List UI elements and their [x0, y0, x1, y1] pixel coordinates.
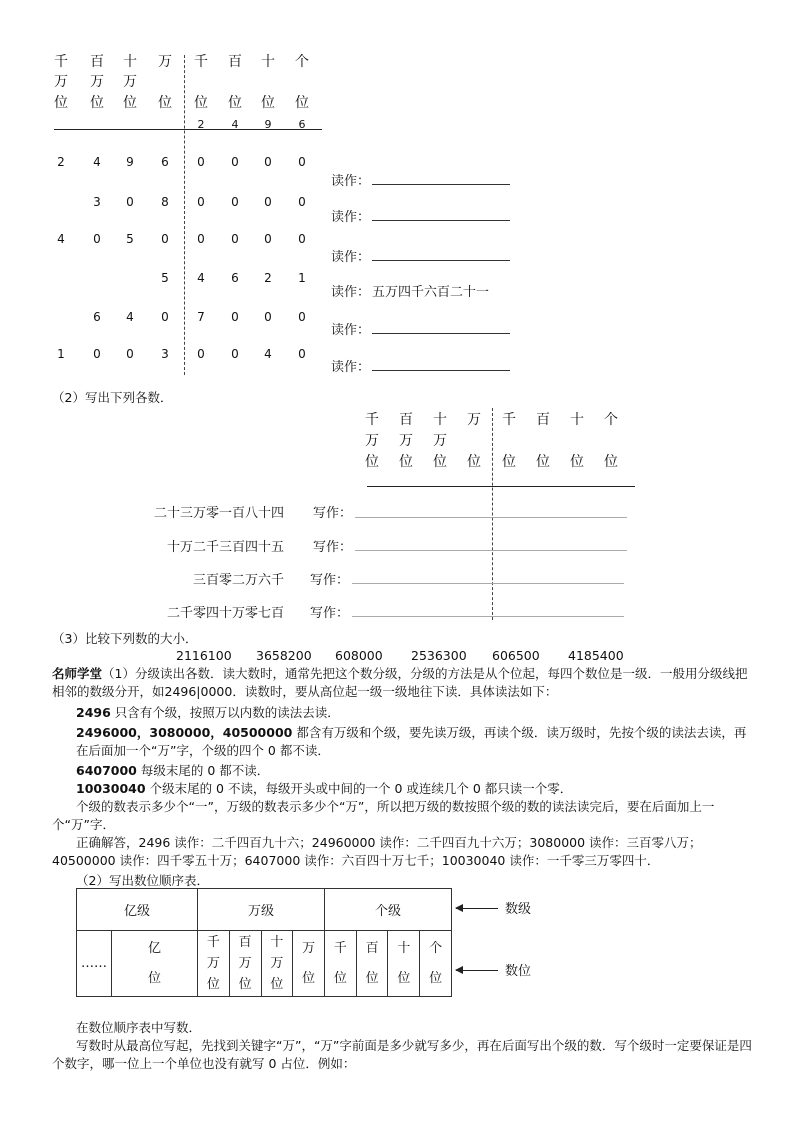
table1-digit: 4 [126, 310, 134, 324]
table1-digit: 0 [126, 347, 134, 361]
table1-digit: 0 [231, 347, 239, 361]
table1-rule [54, 129, 322, 130]
compare-num-2: 3658200 [256, 648, 312, 663]
write-answer-line-2[interactable] [355, 550, 627, 551]
position-char: 万 [270, 956, 284, 971]
closing-l1: 在数位顺序表中写数． [76, 1020, 202, 1035]
arrow-levels-label: 数级 [505, 902, 532, 917]
position-char: 十 [397, 940, 411, 956]
table1-digit: 5 [161, 271, 169, 285]
write-item-4: 二千零四十万零七百 [166, 606, 284, 621]
table1-digit: 9 [126, 155, 134, 169]
compare-num-5: 606500 [492, 648, 540, 663]
table2-header-char: 位 [365, 454, 379, 470]
position-char: 位 [429, 970, 443, 986]
write-label-1: 写作： [313, 506, 353, 521]
arrow-levels-icon [456, 908, 498, 909]
explain-l4 [76, 780, 572, 798]
explain-p2: （2）写出数位顺序表． [76, 873, 209, 888]
position-char: 千 [206, 935, 220, 950]
table1-digit: 0 [298, 310, 306, 324]
position-char: 位 [206, 977, 220, 992]
table1-digit: 0 [126, 195, 134, 209]
table1-header-char: 位 [123, 95, 137, 111]
position-char: 位 [333, 970, 347, 986]
position-cell [388, 931, 420, 997]
position-cell [198, 931, 230, 997]
table1-digit: 6 [231, 271, 239, 285]
position-char: 个 [429, 940, 443, 956]
example-digit: 9 [264, 118, 272, 131]
table1-digit: 5 [126, 232, 134, 246]
table1-header-char: 千 [54, 54, 68, 70]
explain-l4-text: 个级末尾的 0 不读，每级开头或中间的一个 0 或连续几个 0 都只读一个零． [145, 781, 573, 796]
table1-header-char: 位 [295, 95, 309, 111]
arrow-positions-icon [456, 970, 498, 971]
table1-header-char: 万 [123, 74, 137, 90]
read-answer-line[interactable] [372, 333, 510, 334]
table1-digit: 2 [264, 271, 272, 285]
write-answer-line-1[interactable] [355, 517, 627, 518]
table1-digit: 0 [231, 232, 239, 246]
read-label: 读作： [331, 285, 371, 300]
write-answer-line-4[interactable] [352, 616, 624, 617]
explain-p1-text: （1）分级读出各数．读大数时，通常先把这个数分级，分级的方法是从个位起，每四个数位是一级．一般用分级线把相邻的数级分开，如2496|0000．读数时，要从高位起一级一级地往下读．具体读法如下： [52, 666, 748, 699]
read-label: 读作： [331, 210, 371, 225]
position-cell [420, 931, 452, 997]
write-item-3: 三百零二万六千 [192, 573, 284, 588]
table1-digit: 4 [93, 155, 101, 169]
table2-divider [492, 408, 493, 620]
table2-header-char: 千 [365, 412, 379, 428]
read-label: 读作： [331, 360, 371, 375]
write-label-3: 写作： [310, 573, 350, 588]
table2-header-char: 十 [433, 412, 447, 428]
table1-digit: 0 [161, 310, 169, 324]
table2-header-char: 位 [467, 454, 481, 470]
position-char: 位 [270, 977, 284, 992]
position-cell [356, 931, 388, 997]
table1-header-char: 百 [228, 54, 242, 70]
table1-header-char: 位 [194, 95, 208, 111]
position-char: 千 [333, 940, 347, 956]
table1-digit: 3 [93, 195, 101, 209]
example-digit: 6 [298, 118, 306, 131]
read-answer: 五万四千六百二十一 [372, 285, 490, 300]
table2-header-char: 千 [502, 412, 516, 428]
read-label: 读作： [331, 323, 371, 338]
write-item-1: 二十三万零一百八十四 [153, 506, 284, 521]
arrow-positions-label: 数位 [505, 964, 532, 979]
position-cell [112, 931, 198, 997]
table2-header-char: 百 [536, 412, 550, 428]
position-cell [229, 931, 261, 997]
table2-header-char: 位 [399, 454, 413, 470]
write-item-2: 十万二千三百四十五 [166, 540, 284, 555]
read-answer-line[interactable] [372, 220, 510, 221]
level-yi: 亿级 [77, 889, 198, 931]
table2-header-char: 个 [604, 412, 618, 428]
table1-divider [184, 55, 185, 375]
table2-header-char: 位 [536, 454, 550, 470]
table2-header-char: 位 [433, 454, 447, 470]
position-char: 百 [365, 940, 379, 956]
table1-digit: 0 [231, 195, 239, 209]
table1-digit: 1 [57, 347, 65, 361]
explain-l3-num: 6407000 [76, 763, 137, 778]
example-digit: 4 [231, 118, 239, 131]
compare-num-6: 4185400 [568, 648, 624, 663]
read-answer-line[interactable] [372, 260, 510, 261]
table1-digit: 0 [264, 155, 272, 169]
table2-header-char: 位 [604, 454, 618, 470]
table1-header-char: 万 [54, 74, 68, 90]
table1-digit: 6 [161, 155, 169, 169]
explain-l2-text: 都含有万级和个级，要先读万级，再读个级．读万级时，先按个级的读法去读，再在后面加一个“万”字，个级的四个 0 都不读． [76, 725, 747, 758]
ellipsis-cell: …… [77, 931, 112, 997]
position-char: 位 [365, 970, 379, 986]
read-answer-line[interactable] [372, 184, 510, 185]
table2-header-char: 万 [467, 412, 481, 428]
table1-digit: 0 [93, 232, 101, 246]
table1-digit: 0 [161, 232, 169, 246]
example-digit: 2 [197, 118, 205, 131]
closing-l2: 写数时从最高位写起，先找到关键字“万”，“万”字前面是多少就写多少，再在后面写出个级的数．写个级时一定要保证是四个数字，哪一位上一个单位也没有就写 0 占位．例如： [52, 1038, 752, 1071]
table1-digit: 7 [197, 310, 205, 324]
table1-header-char: 位 [158, 95, 172, 111]
table2-rule [367, 486, 635, 487]
table1-header-char: 千 [194, 54, 208, 70]
table1-digit: 2 [57, 155, 65, 169]
table1-digit: 6 [93, 310, 101, 324]
table2-header-char: 位 [570, 454, 584, 470]
table1-digit: 0 [264, 232, 272, 246]
table1-digit: 0 [197, 347, 205, 361]
explain-l2 [76, 724, 752, 760]
table1-digit: 4 [57, 232, 65, 246]
table2-header-char: 十 [570, 412, 584, 428]
table1-header-char: 十 [123, 54, 137, 70]
explain-l2-num: 2496000，3080000，40500000 [76, 725, 293, 740]
explain-l1-text: 只含有个级，按照万以内数的读法去读． [110, 705, 340, 720]
table1-header-char: 百 [90, 54, 104, 70]
table1-header-char: 个 [295, 54, 309, 70]
table1-digit: 0 [231, 155, 239, 169]
compare-num-4: 2536300 [411, 648, 467, 663]
table1-digit: 0 [197, 155, 205, 169]
table1-digit: 0 [298, 232, 306, 246]
position-char: 位 [302, 970, 316, 986]
level-ge: 个级 [324, 889, 451, 931]
table1-header-char: 万 [90, 74, 104, 90]
table1-digit: 0 [197, 232, 205, 246]
table1-header-char: 位 [228, 95, 242, 111]
position-char: 位 [238, 977, 252, 992]
position-char: 万 [206, 956, 220, 971]
table1-digit: 0 [264, 195, 272, 209]
read-label: 读作： [331, 174, 371, 189]
write-label-4: 写作： [310, 606, 350, 621]
explain-l3 [76, 762, 269, 780]
position-char: 万 [238, 956, 252, 971]
compare-num-3: 608000 [335, 648, 383, 663]
section2-title: （2）写出下列各数． [52, 390, 173, 405]
table1-digit: 8 [161, 195, 169, 209]
read-answer-line[interactable] [372, 370, 510, 371]
position-char: 万 [302, 940, 316, 956]
position-char: 百 [238, 935, 252, 950]
place-order-table [76, 888, 452, 997]
table1-digit: 1 [298, 271, 306, 285]
section3-title: （3）比较下列数的大小． [52, 631, 198, 646]
table1-digit: 4 [197, 271, 205, 285]
position-char: 十 [270, 935, 284, 950]
position-cell [324, 931, 356, 997]
table1-header-char: 位 [90, 95, 104, 111]
compare-num-1: 2116100 [176, 648, 232, 663]
table1-digit: 0 [93, 347, 101, 361]
position-cell [293, 931, 325, 997]
table2-header-char: 万 [399, 433, 413, 449]
explain-p1 [52, 665, 752, 701]
table1-header-char: 十 [261, 54, 275, 70]
read-label: 读作： [331, 250, 371, 265]
position-cell [261, 931, 293, 997]
table2-header-char: 位 [502, 454, 516, 470]
table1-digit: 0 [298, 195, 306, 209]
explain-label: 名师学堂 [52, 666, 103, 681]
table1-digit: 0 [197, 195, 205, 209]
explain-l1 [76, 704, 340, 722]
table1-header-char: 万 [158, 54, 172, 70]
table1-header-char: 位 [261, 95, 275, 111]
explain-l1-num: 2496 [76, 705, 111, 720]
explain-l4-num: 10030040 [76, 781, 146, 796]
explain-l3-text: 每级末尾的 0 都不读． [136, 763, 270, 778]
table1-digit: 0 [298, 155, 306, 169]
table1-digit: 3 [161, 347, 169, 361]
write-answer-line-3[interactable] [352, 583, 624, 584]
position-char: 亿 [148, 940, 162, 956]
table1-digit: 4 [264, 347, 272, 361]
table2-header-char: 万 [433, 433, 447, 449]
table1-digit: 0 [231, 310, 239, 324]
explain-l5: 个级的数表示多少个“一”，万级的数表示多少个“万”，所以把万级的数按照个级的数的读法读完后，要在后面加上一个“万”字． [52, 799, 715, 832]
table2-header-char: 万 [365, 433, 379, 449]
level-wan: 万级 [198, 889, 325, 931]
position-char: 位 [148, 970, 162, 986]
explain-l6: 正确解答，2496 读作：二千四百九十六；24960000 读作：二千四百九十六万；3080000 读作：三百零八万；40500000 读作：四千零五十万；6407000 读作：六百四十万七千；10030040 读作：一千零三万零四十． [52, 835, 702, 868]
position-char: 位 [397, 970, 411, 986]
table1-digit: 0 [264, 310, 272, 324]
write-label-2: 写作： [313, 540, 353, 555]
table1-header-char: 位 [54, 95, 68, 111]
table2-header-char: 百 [399, 412, 413, 428]
table1-digit: 0 [298, 347, 306, 361]
